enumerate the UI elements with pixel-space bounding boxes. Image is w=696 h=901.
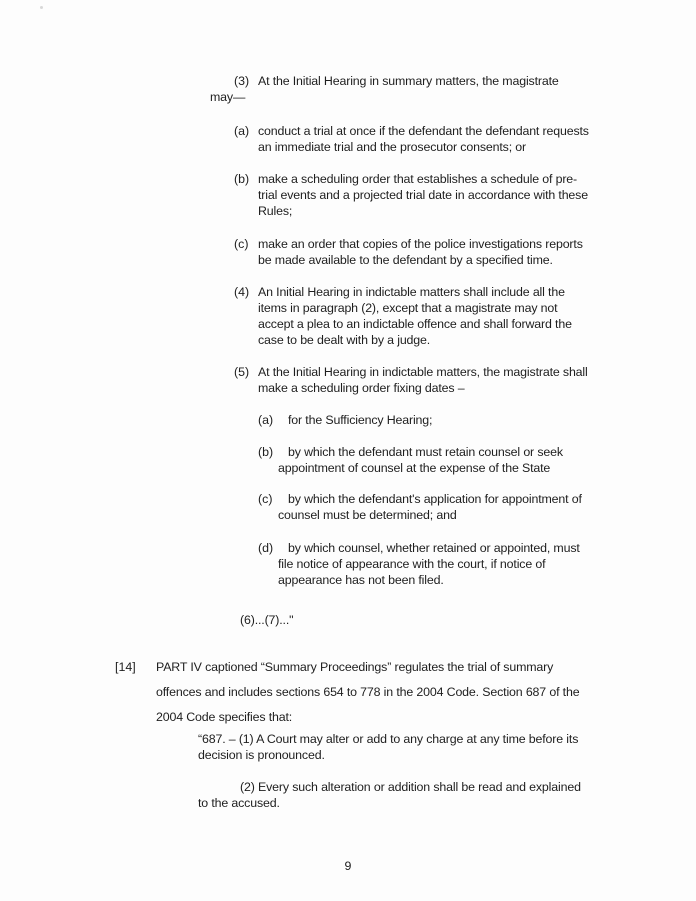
paragraph-number: [14] [115,660,136,674]
paragraph-14-line-2: offences and includes sections 654 to 778 in the 2004 Code. Section 687 of the [156,685,580,699]
rule-3c-line-1: make an order that copies of the police investigations reports [258,237,583,251]
rule-5d-line-1: by which counsel, whether retained or appointed, must [288,541,580,555]
section-687-sub2-line-2: to the accused. [198,796,280,810]
rule-3c-label: (c) [234,237,249,251]
section-687-sub1-line-1: “687. – (1) A Court may alter or add to any charge at any time before its [198,732,579,746]
rule-5a-label: (a) [258,413,274,427]
rule-5a-line-1: for the Sufficiency Hearing; [288,413,433,427]
rule-5b-line-1: by which the defendant must retain counsel or seek [288,445,563,459]
rule-4-line-3: accept a plea to an indictable offence and shall forward the [258,317,572,331]
rule-3a-line-1: conduct a trial at once if the defendant the defendant requests [258,124,589,138]
rule-4-line-4: case to be dealt with by a judge. [258,333,431,347]
rule-5c-line-2: counsel must be determined; and [278,508,457,522]
rule-5c-label: (c) [258,492,273,506]
paragraph-14-line-1: PART IV captioned “Summary Proceedings” regulates the trial of summary [156,660,554,674]
rule-3-label: (3) [234,74,250,88]
section-687-sub2-line-1: (2) Every such alteration or addition shall be read and explained [240,780,581,794]
rule-3b-line-2: trial events and a projected trial date in accordance with these [258,188,588,202]
rule-3b-line-1: make a scheduling order that establishes a schedule of pre- [258,172,578,186]
rule-3-text-line-2: may— [210,90,246,104]
rule-3a-line-2: an immediate trial and the prosecutor consents; or [258,140,526,154]
scan-speck [40,6,43,9]
rule-3b-label: (b) [234,172,250,186]
rule-5-label: (5) [234,365,250,379]
rule-3a-label: (a) [234,124,250,138]
rule-5d-line-2: file notice of appearance with the court, if notice of [278,557,546,571]
rule-3b-line-3: Rules; [258,204,293,218]
rule-6-7-ellipsis: (6)...(7)..." [240,613,294,627]
section-687-sub1-line-2: decision is pronounced. [198,748,325,762]
paragraph-14-line-3: 2004 Code specifies that: [156,710,293,724]
rule-5-line-1: At the Initial Hearing in indictable matters, the magistrate shall [258,365,588,379]
rule-5b-label: (b) [258,445,274,459]
rule-5c-line-1: by which the defendant's application for appointment of [288,492,582,506]
rule-5b-line-2: appointment of counsel at the expense of the State [278,461,551,475]
rule-3c-line-2: be made available to the defendant by a specified time. [258,253,553,267]
page-number: 9 [344,859,352,873]
rule-4-line-1: An Initial Hearing in indictable matters shall include all the [258,285,565,299]
rule-5d-label: (d) [258,541,274,555]
rule-3-text-line-1: At the Initial Hearing in summary matters, the magistrate [258,74,559,88]
rule-5-line-2: make a scheduling order fixing dates – [258,381,465,395]
rule-5d-line-3: appearance has not been filed. [278,573,444,587]
rule-4-line-2: items in paragraph (2), except that a magistrate may not [258,301,558,315]
rule-4-label: (4) [234,285,250,299]
